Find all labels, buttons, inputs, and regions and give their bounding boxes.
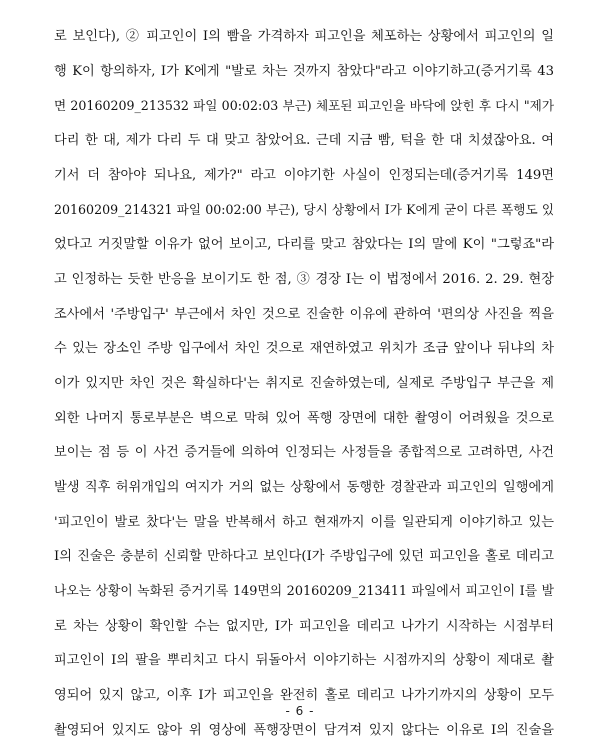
text-line: 다리 한 대, 제가 다리 두 대 맞고 참았어요. 근데 지금 빰, 턱을 한 대 치셨잖아요. 여 — [54, 133, 554, 149]
text-line: 었다고 거짓말할 이유가 없어 보이고, 다리를 맞고 참았다는 I의 말에 K이 "그렇죠"라 — [54, 237, 554, 253]
text-line: 발생 직후 허위개입의 여지가 거의 없는 상황에서 동행한 경찰관과 피고인의 일행에게 — [54, 479, 554, 495]
page-number: - 6 - — [285, 704, 315, 718]
text-line: '피고인이 발로 찼다'는 말을 반복해서 하고 현재까지 이를 일관되게 이야기하고 있는 — [54, 514, 554, 530]
text-line: 수 있는 장소인 주방 입구에서 차인 것으로 재연하였고 위치가 조금 앞이나 뒤냐의 차 — [54, 341, 554, 357]
text-line: 고 인정하는 듯한 반응을 보이기도 한 점, ③ 경장 I는 이 법정에서 2016. 2. 29. 현장 — [54, 271, 554, 287]
text-line: I의 진술은 충분히 신뢰할 만하다고 보인다(I가 주방입구에 있던 피고인을 홀로 데리고 — [54, 549, 554, 565]
text-line: 피고인이 I의 팔을 뿌리치고 다시 뒤돌아서 이야기하는 시점까지의 상황이 제대로 촬 — [54, 653, 554, 669]
text-line: 로 보인다), ② 피고인이 I의 빰을 가격하자 피고인을 체포하는 상황에서 피고인의 일 — [54, 29, 554, 44]
text-line: 로 차는 상황이 확인할 수는 없지만, I가 피고인을 데리고 나가기 시작하는 시점부터 — [54, 618, 554, 634]
text-line: 외한 나머지 통로부분은 벽으로 막혀 있어 폭행 장면에 대한 촬영이 어려웠을 것으로 — [54, 410, 554, 426]
text-line: 조사에서 '주방입구' 부근에서 차인 것으로 진술한 이유에 관하여 '편의상 사진을 찍을 — [54, 306, 554, 322]
text-line: 보이는 점 등 이 사건 증거들에 의하여 인정되는 사정들을 종합적으로 고려하면, 사건 — [54, 445, 554, 461]
text-line: 이가 있지만 차인 것은 확실하다'는 취지로 진술하였는데, 실제로 주방입구 부근을 제 — [54, 375, 554, 391]
text-line: 면 20160209_213532 파일 00:02:03 부근) 체포된 피고인을 바닥에 앉힌 후 다시 "제가 — [54, 98, 554, 114]
text-line: 20160209_214321 파일 00:02:00 부근), 당시 상황에서 I가 K에게 굳이 다른 폭행도 있 — [54, 202, 554, 218]
text-line: 기서 더 참아야 되나요, 제가?" 라고 이야기한 사실이 인정되는데(증거기록 149면 — [54, 167, 554, 183]
text-line: 행 K이 항의하자, I가 K에게 "발로 차는 것까지 참았다"라고 이야기하고(증거기록 43 — [54, 63, 554, 79]
text-line: 영되어 있지 않고, 이후 I가 피고인을 완전히 홀로 데리고 나가기까지의 상황이 모두 — [54, 688, 554, 704]
text-line: 촬영되어 있지도 않아 위 영상에 폭행장면이 담겨져 있지 않다는 이유로 I의 진술을 — [54, 722, 554, 738]
text-line: 나오는 상황이 녹화된 증거기록 149면의 20160209_213411 파일에서 피고인이 I를 발 — [54, 584, 554, 599]
body-text — [54, 20, 554, 748]
